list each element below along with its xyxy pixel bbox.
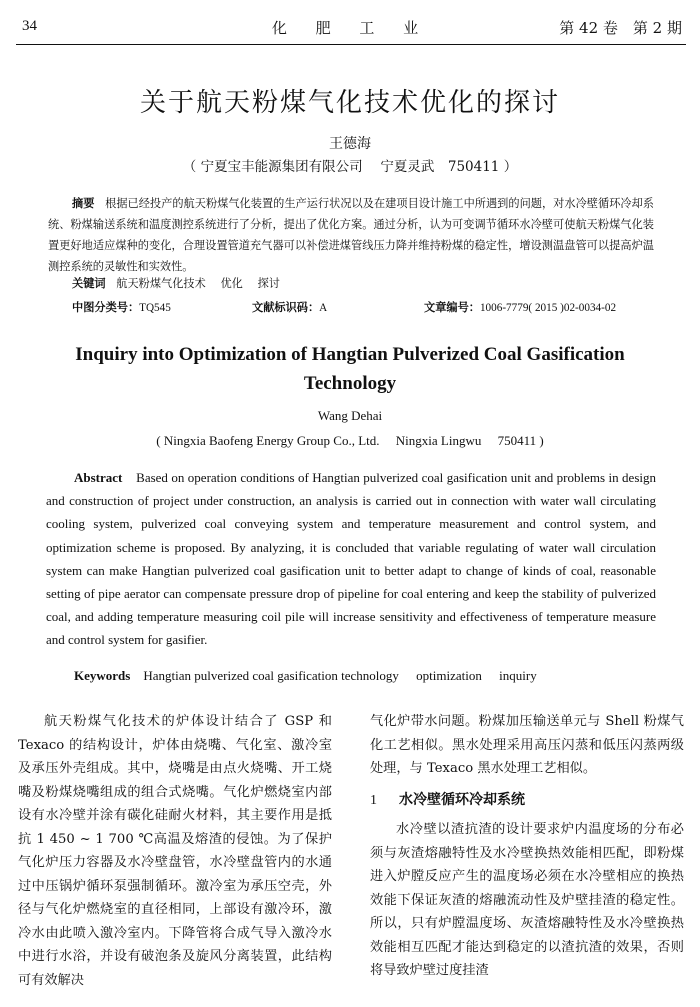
chinese-title: 关于航天粉煤气化技术优化的探讨	[139, 88, 560, 118]
english-abstract	[46, 466, 656, 652]
english-abstract-text: Based on operation conditions of Hangtian pulverized coal gasification unit and problems in design and construction of project under construction, an analysis is carried out in connection with water wall circulating cooling system, pulverized coal conveying system and temperature measurement and control system, and optimization scheme is proposed. By analyzing, it is concluded that variable regulating of water wall circulation system can make Hangtian pulverized coal gasification unit to better adapt to change of kinds of coal, reasonable setting of pipe aerator can compensate pressure drop of pipeline for coal entering and keep the stability of pulverized coal, and adding temperature measuring coil pile will increase sensitivity and effectiveness of temperature measure and control system for gasifier.	[46, 470, 656, 648]
english-keyword: inquiry	[499, 668, 537, 683]
document-code	[252, 299, 327, 315]
chinese-abstract-label: 摘要	[72, 197, 95, 210]
body-paragraph: 航天粉煤气化技术的炉体设计结合了 GSP 和 Texaco 的结构设计，炉体由烧嘴、气化室、激冷室及承压外壳组成。其中，烧嘴是由点火烧嘴、开工烧嘴及粉煤烧嘴组成的组合式烧嘴。气化炉燃烧室内部设有水冷壁并涂有碳化硅耐火材料，其主要作用是抵抗 1 450 ~ 1 700 ℃高温及熔渣的侵蚀。为了保护气化炉压力容器及水冷壁盘管，水冷壁盘管内的水通过中压锅炉循环泵强制循环。激冷室为承压空壳，外径与气化炉燃烧室的直径相同，上部设有激冷环，激冷水由此喷入激冷室内。下降管将合成气导入激冷水中进行水浴，并设有破泡条及旋风分离装置，此结构可有效解决	[18, 714, 332, 988]
running-header	[16, 14, 686, 45]
chinese-keywords	[72, 275, 280, 291]
english-keyword: optimization	[416, 668, 482, 683]
english-affiliation: ( Ningxia Baofeng Energy Group Co., Ltd. Ningxia Lingwu 750411 )	[156, 433, 544, 448]
body-right-column	[370, 710, 684, 983]
english-abstract-label: Abstract	[74, 470, 123, 485]
english-keywords-label: Keywords	[74, 668, 131, 683]
chinese-keywords-text: 航天粉煤气化技术 优化 探讨	[116, 277, 280, 290]
english-keywords	[74, 668, 551, 684]
chinese-keywords-label: 关键词	[72, 277, 106, 290]
english-keyword: Hangtian pulverized coal gasification technology	[143, 668, 399, 683]
clc-number	[72, 299, 171, 315]
section-heading	[370, 789, 684, 813]
volume-issue: 第 42 卷 第 2 期	[559, 19, 682, 37]
english-title: Inquiry into Optimization of Hangtian Pulverized Coal Gasification Technology	[75, 344, 625, 394]
clc-label: 中图分类号：	[72, 301, 140, 314]
body-paragraph: 气化炉带水问题。粉煤加压输送单元与 Shell 粉煤气化工艺相似。黑水处理采用高压闪蒸和低压闪蒸两级处理，与 Texaco 黑水处理工艺相似。	[370, 714, 684, 776]
section-number: 1	[370, 792, 377, 808]
article-number	[424, 299, 616, 315]
clc-value: TQ545	[139, 302, 171, 314]
body-paragraph: 水冷壁以渣抗渣的设计要求炉内温度场的分布必须与灰渣熔融特性及水冷壁换热效能相匹配，即粉煤进入炉膛反应产生的温度场必须在水冷壁相应的换热效能下保证灰渣的熔融流动性及炉壁挂渣的稳定性。所以，只有炉膛温度场、灰渣熔融特性及水冷壁换热效能相互匹配才能达到稳定的以渣抗渣的效果，否则将导致炉壁过度挂渣	[370, 822, 684, 978]
section-title: 水冷壁循环冷却系统	[399, 791, 525, 808]
page-number: 34	[22, 18, 37, 34]
chinese-affiliation: （ 宁夏宝丰能源集团有限公司 宁夏灵武 750411 ）	[182, 159, 518, 175]
english-author: Wang Dehai	[317, 408, 383, 423]
chinese-abstract-text: 根据已经投产的航天粉煤气化装置的生产运行状况以及在建项目设计施工中所遇到的问题，对水冷壁循环冷却系统、粉煤输送系统和温度测控系统进行了分析，提出了优化方案。通过分析，认为可变调节循环水冷壁可使航天粉煤气化装置更好地适应煤种的变化，合理设置管道充气器可以补偿进煤管线压力降并维持粉煤的稳定性，增设测温盘管可以提高炉温测控系统的灵敏性和实效性。	[48, 197, 654, 273]
article-number-value: 1006-7779( 2015 )02-0034-02	[479, 302, 617, 314]
journal-name: 化 肥 工 业	[271, 19, 431, 37]
document-code-value: A	[319, 302, 328, 314]
body-left-column	[18, 710, 332, 992]
chinese-abstract	[48, 193, 654, 277]
document-code-label: 文献标识码：	[252, 301, 320, 314]
article-number-label: 文章编号：	[424, 301, 480, 314]
chinese-author: 王德海	[329, 136, 371, 152]
